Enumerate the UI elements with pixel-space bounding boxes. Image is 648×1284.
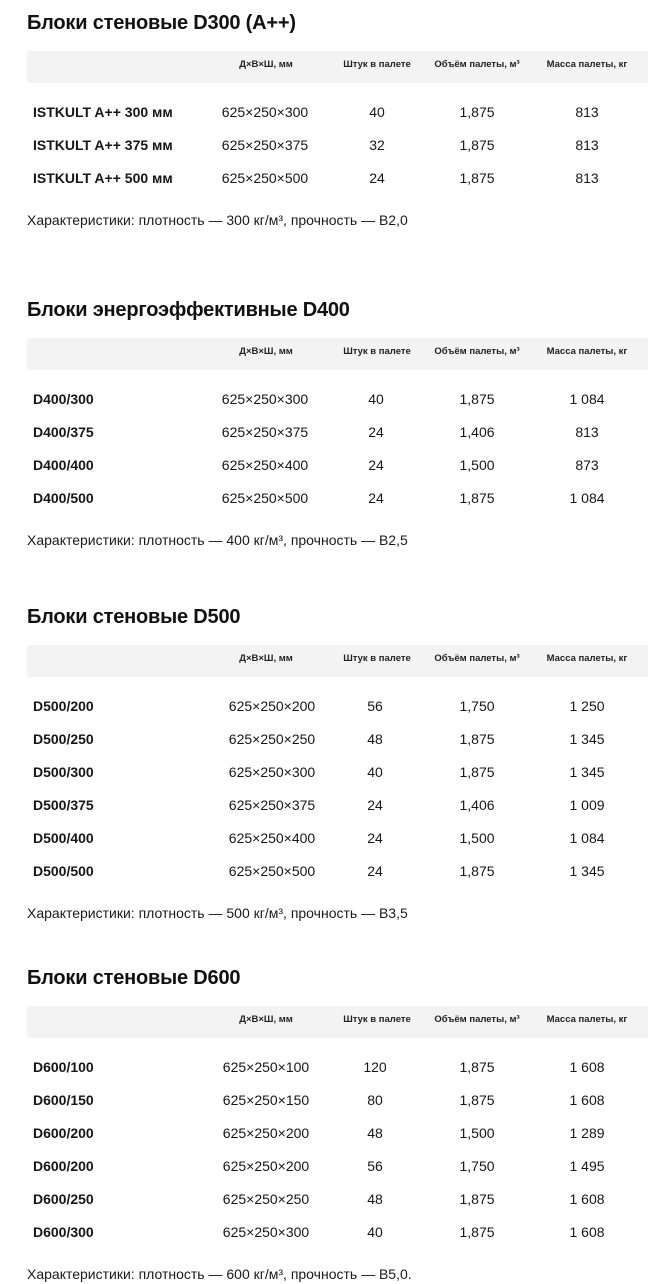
product-name: D600/200 [33, 1158, 94, 1174]
dimensions-value: 625×250×375 [221, 137, 309, 153]
product-name: D500/250 [33, 731, 94, 747]
volume-value: 1,875 [459, 137, 495, 153]
mass-value: 1 495 [569, 1158, 605, 1174]
mass-value: 1 084 [569, 830, 605, 846]
table-header [27, 51, 648, 83]
dimensions-value: 625×250×300 [221, 391, 309, 407]
volume-value: 1,750 [459, 1158, 495, 1174]
product-name: D500/200 [33, 698, 94, 714]
product-name: D500/300 [33, 764, 94, 780]
dimensions-value: 625×250×300 [222, 1224, 310, 1240]
table-header [27, 338, 648, 370]
table-row [0, 756, 648, 788]
table-row [0, 1216, 648, 1248]
pieces-value: 80 [367, 1092, 383, 1108]
dimensions-value: 625×250×250 [222, 1191, 310, 1207]
product-name: ISTKULT A++ 500 мм [33, 170, 173, 186]
volume-value: 1,875 [459, 1092, 495, 1108]
product-name: D500/375 [33, 797, 94, 813]
table-row [0, 822, 648, 854]
pieces-value: 24 [368, 490, 384, 506]
mass-value: 813 [575, 170, 599, 186]
pieces-value: 56 [367, 1158, 383, 1174]
header-pallet-mass: Масса палеты, кг [546, 1014, 628, 1025]
volume-value: 1,500 [459, 1125, 495, 1141]
table-row [0, 723, 648, 755]
mass-value: 813 [575, 104, 599, 120]
header-pallet-mass: Масса палеты, кг [546, 653, 628, 664]
dimensions-value: 625×250×200 [228, 698, 316, 714]
characteristics-note: Характеристики: плотность — 600 кг/м³, прочность — В5,0. [27, 1266, 412, 1282]
mass-value: 1 608 [569, 1059, 605, 1075]
product-name: D400/300 [33, 391, 94, 407]
pieces-value: 24 [369, 170, 385, 186]
mass-value: 1 608 [569, 1191, 605, 1207]
table-row [0, 96, 648, 128]
product-name: ISTKULT A++ 375 мм [33, 137, 173, 153]
header-pieces-per-pallet: Штук в палете [343, 1014, 411, 1025]
product-name: D600/300 [33, 1224, 94, 1240]
table-row [0, 1117, 648, 1149]
volume-value: 1,875 [459, 490, 495, 506]
volume-value: 1,875 [459, 170, 495, 186]
table-row [0, 162, 648, 194]
header-pallet-volume: Объём палеты, м³ [434, 653, 520, 664]
table-row [0, 482, 648, 514]
dimensions-value: 625×250×300 [228, 764, 316, 780]
pieces-value: 24 [368, 424, 384, 440]
mass-value: 813 [575, 424, 599, 440]
pieces-value: 32 [369, 137, 385, 153]
section-title: Блоки стеновые D500 [27, 606, 241, 628]
dimensions-value: 625×250×300 [221, 104, 309, 120]
dimensions-value: 625×250×150 [222, 1092, 310, 1108]
section-title: Блоки энергоэффективные D400 [27, 299, 350, 321]
table-row [0, 690, 648, 722]
product-name: D600/150 [33, 1092, 94, 1108]
header-pallet-volume: Объём палеты, м³ [434, 346, 520, 357]
product-name: ISTKULT A++ 300 мм [33, 104, 173, 120]
dimensions-value: 625×250×500 [221, 170, 309, 186]
mass-value: 1 608 [569, 1224, 605, 1240]
table-row [0, 416, 648, 448]
volume-value: 1,500 [459, 830, 495, 846]
mass-value: 813 [575, 137, 599, 153]
volume-value: 1,875 [459, 731, 495, 747]
mass-value: 1 608 [569, 1092, 605, 1108]
dimensions-value: 625×250×400 [228, 830, 316, 846]
mass-value: 873 [575, 457, 599, 473]
dimensions-value: 625×250×400 [221, 457, 309, 473]
volume-value: 1,875 [459, 764, 495, 780]
table-row [0, 1150, 648, 1182]
mass-value: 1 345 [569, 764, 605, 780]
header-dimensions: Д×В×Ш, мм [239, 59, 293, 70]
header-pieces-per-pallet: Штук в палете [343, 653, 411, 664]
volume-value: 1,875 [459, 1059, 495, 1075]
characteristics-note: Характеристики: плотность — 500 кг/м³, прочность — В3,5 [27, 905, 408, 921]
volume-value: 1,406 [459, 797, 495, 813]
table-row [0, 855, 648, 887]
mass-value: 1 289 [569, 1125, 605, 1141]
pieces-value: 120 [363, 1059, 387, 1075]
pieces-value: 48 [367, 1125, 383, 1141]
mass-value: 1 009 [569, 797, 605, 813]
pieces-value: 24 [367, 830, 383, 846]
dimensions-value: 625×250×500 [221, 490, 309, 506]
table-header [27, 645, 648, 677]
section-title: Блоки стеновые D600 [27, 967, 241, 989]
product-name: D500/500 [33, 863, 94, 879]
product-name: D400/375 [33, 424, 94, 440]
dimensions-value: 625×250×200 [222, 1125, 310, 1141]
volume-value: 1,750 [459, 698, 495, 714]
table-row [0, 129, 648, 161]
product-name: D500/400 [33, 830, 94, 846]
product-name: D400/400 [33, 457, 94, 473]
pieces-value: 40 [369, 104, 385, 120]
mass-value: 1 084 [569, 391, 605, 407]
volume-value: 1,406 [459, 424, 495, 440]
volume-value: 1,875 [459, 863, 495, 879]
product-name: D600/100 [33, 1059, 94, 1075]
table-header [27, 1006, 648, 1038]
pieces-value: 24 [367, 797, 383, 813]
product-name: D400/500 [33, 490, 94, 506]
mass-value: 1 084 [569, 490, 605, 506]
dimensions-value: 625×250×500 [228, 863, 316, 879]
pieces-value: 40 [367, 764, 383, 780]
volume-value: 1,875 [459, 1224, 495, 1240]
mass-value: 1 345 [569, 863, 605, 879]
pieces-value: 40 [368, 391, 384, 407]
header-pallet-mass: Масса палеты, кг [546, 59, 628, 70]
pieces-value: 48 [367, 731, 383, 747]
table-row [0, 449, 648, 481]
header-dimensions: Д×В×Ш, мм [239, 653, 293, 664]
dimensions-value: 625×250×100 [222, 1059, 310, 1075]
header-pallet-volume: Объём палеты, м³ [434, 59, 520, 70]
table-row [0, 789, 648, 821]
pieces-value: 24 [368, 457, 384, 473]
table-row [0, 1051, 648, 1083]
pieces-value: 40 [367, 1224, 383, 1240]
section-title: Блоки стеновые D300 (А++) [27, 12, 296, 34]
dimensions-value: 625×250×200 [222, 1158, 310, 1174]
table-row [0, 1084, 648, 1116]
pieces-value: 48 [367, 1191, 383, 1207]
volume-value: 1,875 [459, 104, 495, 120]
dimensions-value: 625×250×375 [221, 424, 309, 440]
header-pieces-per-pallet: Штук в палете [343, 59, 411, 70]
header-dimensions: Д×В×Ш, мм [239, 346, 293, 357]
header-pieces-per-pallet: Штук в палете [343, 346, 411, 357]
header-pallet-mass: Масса палеты, кг [546, 346, 628, 357]
product-name: D600/200 [33, 1125, 94, 1141]
header-dimensions: Д×В×Ш, мм [239, 1014, 293, 1025]
dimensions-value: 625×250×375 [228, 797, 316, 813]
pieces-value: 24 [367, 863, 383, 879]
table-row [0, 1183, 648, 1215]
dimensions-value: 625×250×250 [228, 731, 316, 747]
header-pallet-volume: Объём палеты, м³ [434, 1014, 520, 1025]
pieces-value: 56 [367, 698, 383, 714]
characteristics-note: Характеристики: плотность — 400 кг/м³, прочность — В2,5 [27, 532, 408, 548]
volume-value: 1,500 [459, 457, 495, 473]
mass-value: 1 345 [569, 731, 605, 747]
product-name: D600/250 [33, 1191, 94, 1207]
table-row [0, 383, 648, 415]
mass-value: 1 250 [569, 698, 605, 714]
volume-value: 1,875 [459, 391, 495, 407]
volume-value: 1,875 [459, 1191, 495, 1207]
characteristics-note: Характеристики: плотность — 300 кг/м³, прочность — В2,0 [27, 212, 408, 228]
